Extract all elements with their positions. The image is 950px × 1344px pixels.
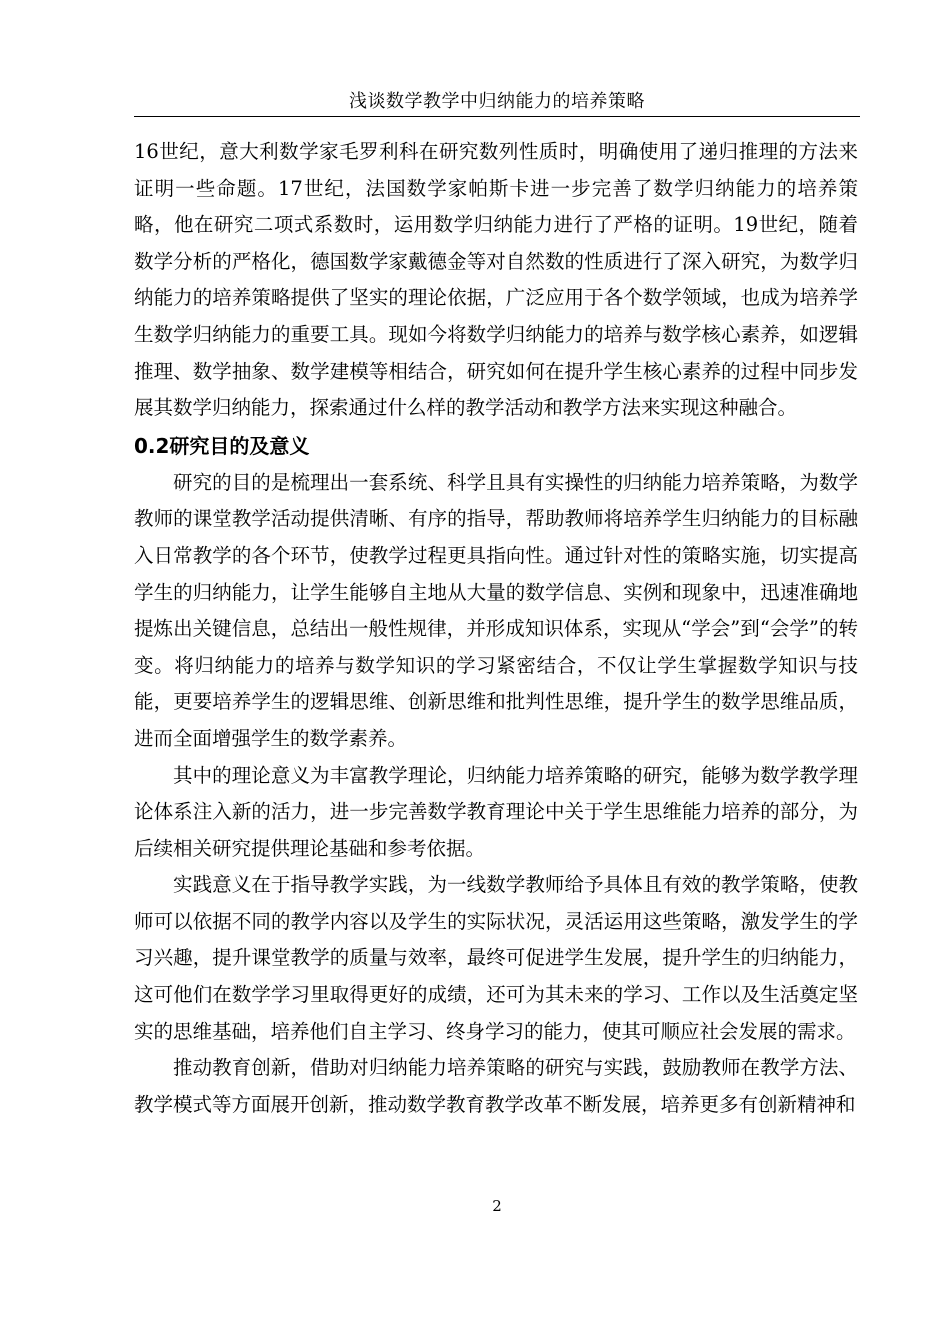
running-header-title: 浅谈数学教学中归纳能力的培养策略 (349, 91, 645, 112)
purpose-paragraph: 研究的目的是梳理出一套系统、科学且具有实操性的归纳能力培养策略，为数学教师的课堂教学活动提供清晰、有序的指导，帮助教师将培养学生归纳能力的目标融入日常教学的各个环节，使教学过程更具指向性。通过针对性的策略实施，切实提高学生的归纳能力，让学生能够自主地从大量的数学信息、实例和现象中，迅速准确地提炼出关键信息，总结出一般性规律，并形成知识体系，实现从“学会”到“会学”的转变。将归纳能力的培养与数学知识的学习紧密结合，不仅让学生掌握数学知识与技能，更要培养学生的逻辑思维、创新思维和批判性思维，提升学生的数学思维品质，进而全面增强学生的数学素养。 (134, 470, 858, 750)
innovation-paragraph: 推动教育创新，借助对归纳能力培养策略的研究与实践，鼓励教师在教学方法、教学模式等方面展开创新，推动数学教育教学改革不断发展，培养更多有创新精神和 (134, 1056, 858, 1116)
section-heading: 0.2研究目的及意义 (134, 433, 310, 458)
header-rule (134, 116, 860, 117)
practice-paragraph: 实践意义在于指导教学实践，为一线数学教师给予具体且有效的教学策略，使教师可以依据不同的教学内容以及学生的实际状况，灵活运用这些策略，激发学生的学习兴趣，提升课堂教学的质量与效率，最终可促进学生发展，提升学生的归纳能力，这可他们在数学学习里取得更好的成绩，还可为其未来的学习、工作以及生活奠定坚实的思维基础，培养他们自主学习、终身学习的能力，使其可顺应社会发展的需求。 (134, 873, 858, 1043)
theory-paragraph: 其中的理论意义为丰富教学理论，归纳能力培养策略的研究，能够为数学教学理论体系注入新的活力，进一步完善数学教育理论中关于学生思维能力培养的部分，为后续相关研究提供理论基础和参考依据。 (134, 763, 858, 860)
page-body (134, 134, 858, 1123)
intro-paragraph: 16世纪，意大利数学家毛罗利科在研究数列性质时，明确使用了递归推理的方法来证明一些命题。17世纪，法国数学家帕斯卡进一步完善了数学归纳能力的培养策略，他在研究二项式系数时，运用数学归纳能力进行了严格的证明。19世纪，随着数学分析的严格化，德国数学家戴德金等对自然数的性质进行了深入研究，为数学归纳能力的培养策略提供了坚实的理论依据，广泛应用于各个数学领域，也成为培养学生数学归纳能力的重要工具。现如今将数学归纳能力的培养与数学核心素养，如逻辑推理、数学抽象、数学建模等相结合，研究如何在提升学生核心素养的过程中同步发展其数学归纳能力，探索通过什么样的教学活动和教学方法来实现这种融合。 (134, 140, 858, 420)
page-number: 2 (492, 1197, 502, 1215)
